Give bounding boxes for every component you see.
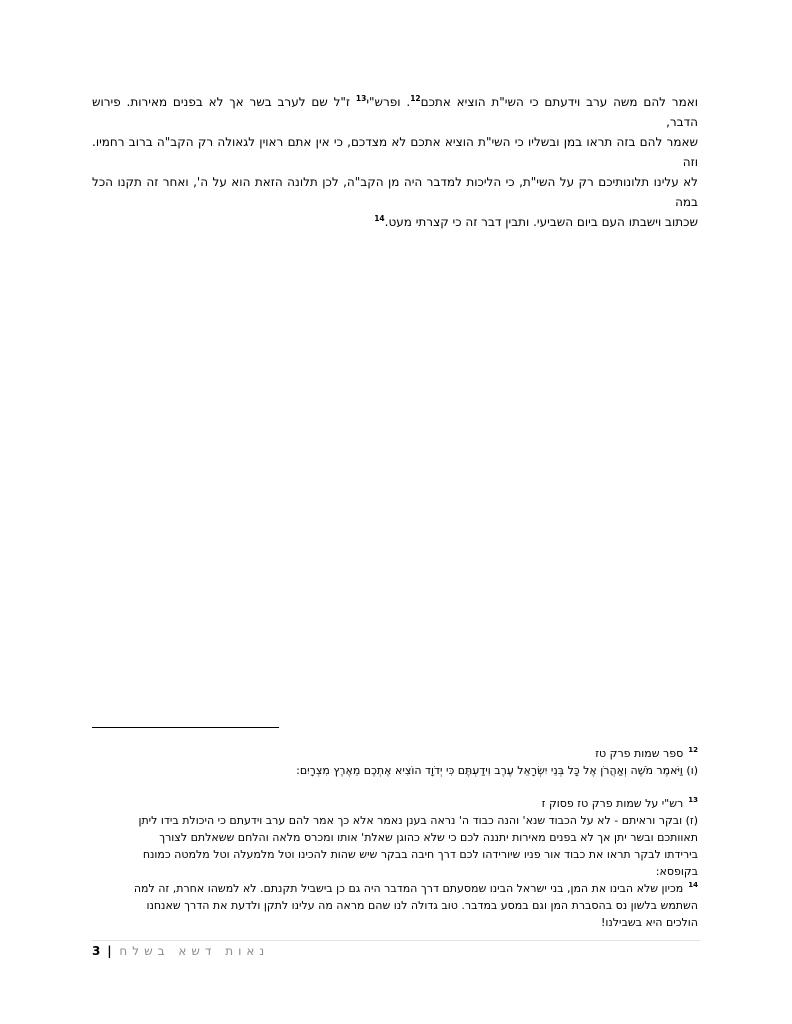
footnote-line: השתמש בלשון נס בהסברת המן וגם במסע במדבר. טוב גדולה לנו שהם מראה מה עלינו לתקן ולדעת את הדרך שאנחנו <box>146 899 698 912</box>
footnote-line: (ז) ובקר וראיתם - לא על הכבוד שנא' והנה כבוד ה' נראה בענן נאמר אלא כך אמר להם ערב וידעתם כי היכולת בידו ליתן <box>138 814 698 827</box>
footer-title: נאות דשא בשלח <box>119 944 270 958</box>
footer-separator: | <box>107 944 112 958</box>
footnote-line <box>92 745 698 762</box>
footnote-text: ספר שמות פרק טז <box>595 747 684 760</box>
footnote-number: 14 <box>688 881 698 890</box>
main-text-line <box>92 212 698 232</box>
text-span: ז"ל שם לערב בשר אך לא בפנים מאירות. פירוש הדבר, <box>92 95 698 129</box>
text-span: ואמר להם משה ערב וידעתם כי השי"ת הוציא אתכם <box>420 95 699 109</box>
footnote-text: מכיון שלא הבינו את המן, בני ישראל הבינו שמסעתם דרך המדבר היה גם כן בישביל תקנתם. לא למשהו אחרת, זה למה <box>133 882 684 895</box>
footnote-separator <box>92 727 279 728</box>
footnote-text: רש"י על שמות פרק טז פסוק ז <box>541 797 684 810</box>
footnote-line: (ו) וַיֹּאמֶר מֹשֶׁה וְאַהֲרֹן אֶל כָּל בְּנֵי יִשְׂרָאֵל עֶרֶב וִידַעְתֶּם כִּי יְדֹוָד הוֹצִיא אֶתְכֶם מֵאֶרֶץ מִצְרָיִם: <box>296 764 698 777</box>
footnote-line: בקופסא: <box>655 865 698 878</box>
footnote-gap <box>92 779 698 795</box>
footnote-13 <box>92 795 698 880</box>
main-text <box>92 92 698 232</box>
footnotes <box>92 745 698 931</box>
main-text-line: שאמר להם בזה תראו במן ובשליו כי השי"ת הוציא אתכם לא מצדכם, כי אין אתם ראוין לגאולה רק הקב"ה ברוב רחמיו. וזה <box>92 135 698 169</box>
main-text-line <box>92 92 698 132</box>
text-span: שכתוב וישבתו העם ביום השביעי. ותבין דבר זה כי קצרתי מעט. <box>384 215 698 229</box>
footnote-line: הולכים היא בשבילנו! <box>600 916 698 929</box>
footnote-line <box>92 880 698 897</box>
footnote-line: בירידתו לבקר תראו את כבוד אור פניו שיורידהו לכם דרך חיבה בבקר שיש שהות להכינו וטל מלמעלה וטל מלמטה כמונח <box>142 848 698 861</box>
footnote-ref[interactable]: 14 <box>374 214 385 223</box>
page-footer <box>92 942 269 960</box>
footnote-ref[interactable]: 12 <box>410 94 421 103</box>
footnote-ref[interactable]: 13 <box>355 94 367 103</box>
main-text-line: לא עלינו תלונותיכם רק על השי"ת, כי הליכות למדבר היה מן הקב"ה, לכן תלונה הזאת הוא על ה', ואחר זה תקנו הכל במה <box>92 175 698 209</box>
text-span: . ופרש"י <box>366 95 411 109</box>
footnote-number: 13 <box>688 796 698 805</box>
page-number: 3 <box>92 944 101 958</box>
footnote-line <box>92 795 698 812</box>
footnote-12 <box>92 745 698 779</box>
footnote-14 <box>92 880 698 931</box>
footnote-line: תאוותכם ובשר יתן אך לא בפנים מאירות יתננה לכם כי שלא כהוגן שאלת' אותו ומכרס מלאה והלחם ששאלתם לצורך <box>159 831 698 844</box>
footer-rule <box>92 940 700 941</box>
footnote-number: 12 <box>688 746 698 755</box>
